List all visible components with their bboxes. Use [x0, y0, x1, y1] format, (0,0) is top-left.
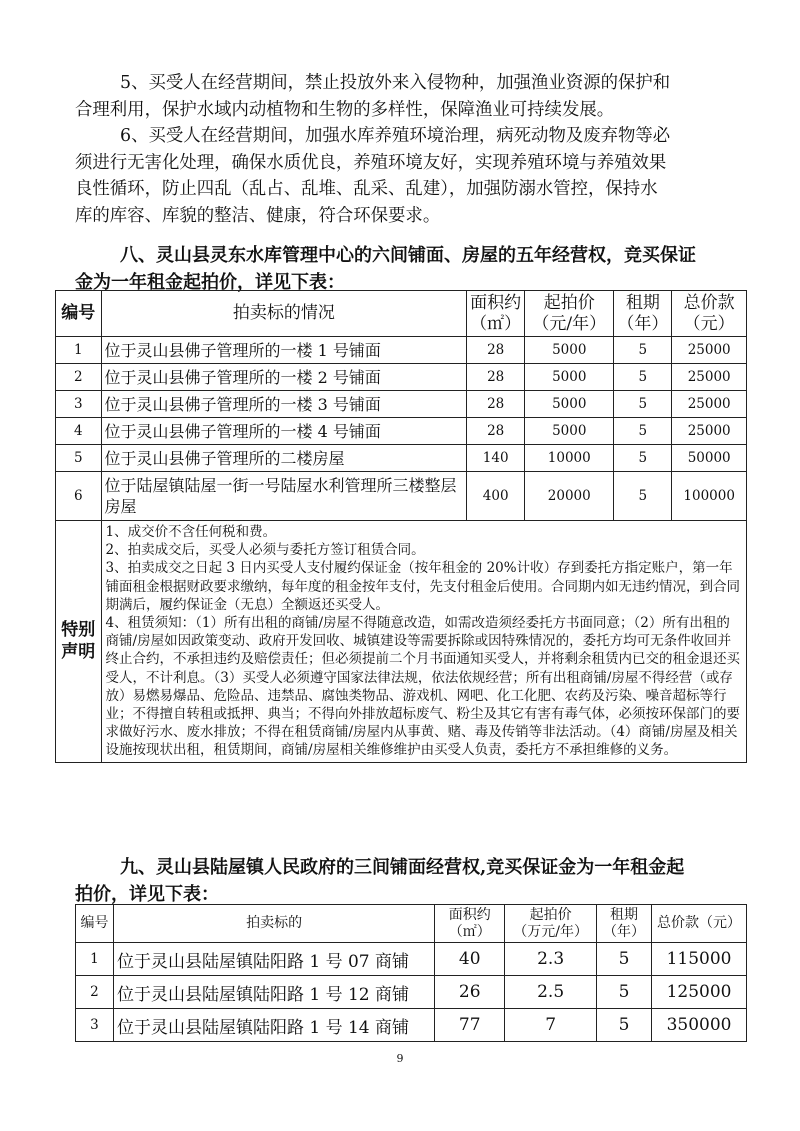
header-price: 起拍价 （元/年） — [525, 291, 614, 337]
clause-6-line-3: 良性循环，防止四乱（乱占、乱堆、乱采、乱建），加强防溺水管控，保持水 — [75, 179, 658, 199]
cell-no: 5 — [56, 445, 102, 472]
cell-total: 100000 — [672, 472, 747, 521]
section-8-heading — [75, 242, 740, 296]
cell-term: 5 — [597, 1009, 652, 1042]
table-row — [56, 364, 747, 391]
note-4: 4、租赁须知：（1）所有出租的商铺/房屋不得随意改造，如需改造须经委托方书面同意；（2）所有出租的商铺/房屋如因政策变动、政府开发回收、城镇建设等需要拆除或因特殊情况的，委托方均可无条件收回并终止合约，不承担违约及赔偿责任；但必须提前二个月书面通知买受人，并将剩余租赁内已交的租金退还买受人，不计利息。（3）买受人必须遵守国家法律法规，依法依规经营；所有出租商铺/房屋不得经营（或存放）易燃易爆品、危险品、违禁品、腐蚀类物品、游戏机、网吧、化工化肥、农药及污染、噪音超标等行业；不得擅自转租或抵押、典当；不得向外排放超标废气、粉尘及其它有害有毒气体，必须按环保部门的要求做好污水、废水排放；不得在租赁商铺/房屋内从事黄、赌、毒及传销等非法活动。（4）商铺/房屋及相关设施按现状出租，租赁期间，商铺/房屋相关维修维护由买受人负责，委托方不承担维修的义务。 — [105, 615, 741, 759]
header-term: 租期 （年） — [597, 905, 652, 943]
note-2: 2、拍卖成交后，买受人必须与委托方签订租赁合同。 — [105, 542, 425, 559]
cell-item: 位于灵山县佛子管理所的一楼 1 号铺面 — [101, 337, 467, 364]
section-8-heading-line-2: 金为一年租金起拍价，详见下表： — [75, 272, 345, 293]
table-row — [56, 445, 747, 472]
header-area: 面积约 （㎡） — [435, 905, 505, 943]
cell-term: 5 — [614, 364, 672, 391]
table-row — [56, 337, 747, 364]
cell-price: 5000 — [525, 364, 614, 391]
note-1: 1、成交价不含任何税和费。 — [105, 524, 277, 540]
cell-no: 1 — [76, 943, 114, 976]
section-9-table — [75, 904, 747, 1042]
cell-term: 5 — [614, 391, 672, 418]
header-total: 总价款（元） — [652, 905, 747, 943]
cell-area: 26 — [435, 976, 505, 1009]
cell-item: 位于灵山县陆屋镇陆阳路 1 号 14 商铺 — [113, 1009, 434, 1042]
section-9-heading-line-1: 九、灵山县陆屋镇人民政府的三间铺面经营权,竞买保证金为一年租金起 — [120, 857, 685, 878]
header-item: 拍卖标的情况 — [101, 291, 467, 337]
cell-total: 25000 — [672, 418, 747, 445]
special-notes-row — [56, 521, 747, 763]
cell-no: 4 — [56, 418, 102, 445]
header-total: 总价款 （元） — [672, 291, 747, 337]
section-9-heading — [75, 854, 740, 908]
header-term: 租期 （年） — [614, 291, 672, 337]
cell-total: 115000 — [652, 943, 747, 976]
header-no: 编号 — [76, 905, 114, 943]
cell-item: 位于灵山县陆屋镇陆阳路 1 号 07 商铺 — [113, 943, 434, 976]
cell-total: 25000 — [672, 337, 747, 364]
section-9-heading-line-2: 拍价，详见下表： — [75, 884, 219, 905]
clause-5-line-1: 5、买受人在经营期间，禁止投放外来入侵物种，加强渔业资源的保护和 — [120, 73, 671, 93]
table-row — [76, 976, 747, 1009]
cell-no: 3 — [76, 1009, 114, 1042]
page-number: 9 — [396, 1052, 404, 1065]
cell-no: 6 — [56, 472, 102, 521]
table-row — [76, 943, 747, 976]
table-row — [76, 1009, 747, 1042]
cell-price: 5000 — [525, 418, 614, 445]
cell-no: 3 — [56, 391, 102, 418]
cell-area: 28 — [467, 391, 525, 418]
cell-no: 2 — [56, 364, 102, 391]
cell-term: 5 — [614, 337, 672, 364]
header-price: 起拍价 （万元/年） — [505, 905, 597, 943]
cell-total: 125000 — [652, 976, 747, 1009]
cell-area: 28 — [467, 364, 525, 391]
cell-area: 400 — [467, 472, 525, 521]
clause-5 — [75, 70, 735, 123]
cell-price: 2.3 — [505, 943, 597, 976]
cell-area: 28 — [467, 337, 525, 364]
cell-price: 20000 — [525, 472, 614, 521]
cell-price: 5000 — [525, 391, 614, 418]
cell-term: 5 — [614, 445, 672, 472]
clause-6-line-1: 6、买受人在经营期间，加强水库养殖环境治理，病死动物及废弃物等必 — [120, 126, 671, 146]
cell-item: 位于陆屋镇陆屋一街一号陆屋水利管理所三楼整层房屋 — [101, 472, 467, 521]
clause-6 — [75, 123, 735, 229]
cell-term: 5 — [614, 472, 672, 521]
cell-item: 位于灵山县佛子管理所的一楼 2 号铺面 — [101, 364, 467, 391]
cell-price: 7 — [505, 1009, 597, 1042]
note-3: 3、拍卖成交之日起 3 日内买受人支付履约保证金（按年租金的 20%计收）存到委托方指定账户，第一年铺面租金根据财政要求缴纳，每年度的租金按年支付，先支付租金后使用。合同期内如无违约情况，到合同期满后，履约保证金（无息）全额返还买受人。 — [105, 560, 741, 613]
table-row — [56, 391, 747, 418]
cell-area: 77 — [435, 1009, 505, 1042]
cell-price: 10000 — [525, 445, 614, 472]
table-header-row — [76, 905, 747, 943]
table-header-row — [56, 291, 747, 337]
special-notes-text — [101, 521, 746, 763]
cell-term: 5 — [614, 418, 672, 445]
cell-price: 5000 — [525, 337, 614, 364]
cell-no: 2 — [76, 976, 114, 1009]
cell-total: 25000 — [672, 391, 747, 418]
cell-area: 40 — [435, 943, 505, 976]
cell-area: 28 — [467, 418, 525, 445]
cell-item: 位于灵山县陆屋镇陆阳路 1 号 12 商铺 — [113, 976, 434, 1009]
clause-6-line-2: 须进行无害化处理，确保水质优良，养殖环境友好，实现养殖环境与养殖效果 — [75, 152, 667, 173]
table-row — [56, 472, 747, 521]
cell-total: 50000 — [672, 445, 747, 472]
cell-total: 350000 — [652, 1009, 747, 1042]
cell-no: 1 — [56, 337, 102, 364]
cell-total: 25000 — [672, 364, 747, 391]
header-no: 编号 — [56, 291, 102, 337]
clause-5-line-2: 合理利用，保护水域内动植物和生物的多样性，保障渔业可持续发展。 — [75, 99, 615, 120]
header-area: 面积约 （㎡） — [467, 291, 525, 337]
section-8-heading-line-1: 八、灵山县灵东水库管理中心的六间铺面、房屋的五年经营权，竞买保证 — [120, 245, 696, 266]
cell-item: 位于灵山县佛子管理所的二楼房屋 — [101, 445, 467, 472]
table-row — [56, 418, 747, 445]
cell-area: 140 — [467, 445, 525, 472]
cell-term: 5 — [597, 976, 652, 1009]
cell-term: 5 — [597, 943, 652, 976]
cell-item: 位于灵山县佛子管理所的一楼 3 号铺面 — [101, 391, 467, 418]
clause-6-line-4: 库的库容、库貌的整洁、健康，符合环保要求。 — [75, 205, 441, 226]
cell-price: 2.5 — [505, 976, 597, 1009]
section-8-table — [55, 290, 747, 763]
header-item: 拍卖标的 — [113, 905, 434, 943]
special-notes-label: 特别 声明 — [56, 521, 102, 763]
cell-item: 位于灵山县佛子管理所的一楼 4 号铺面 — [101, 418, 467, 445]
